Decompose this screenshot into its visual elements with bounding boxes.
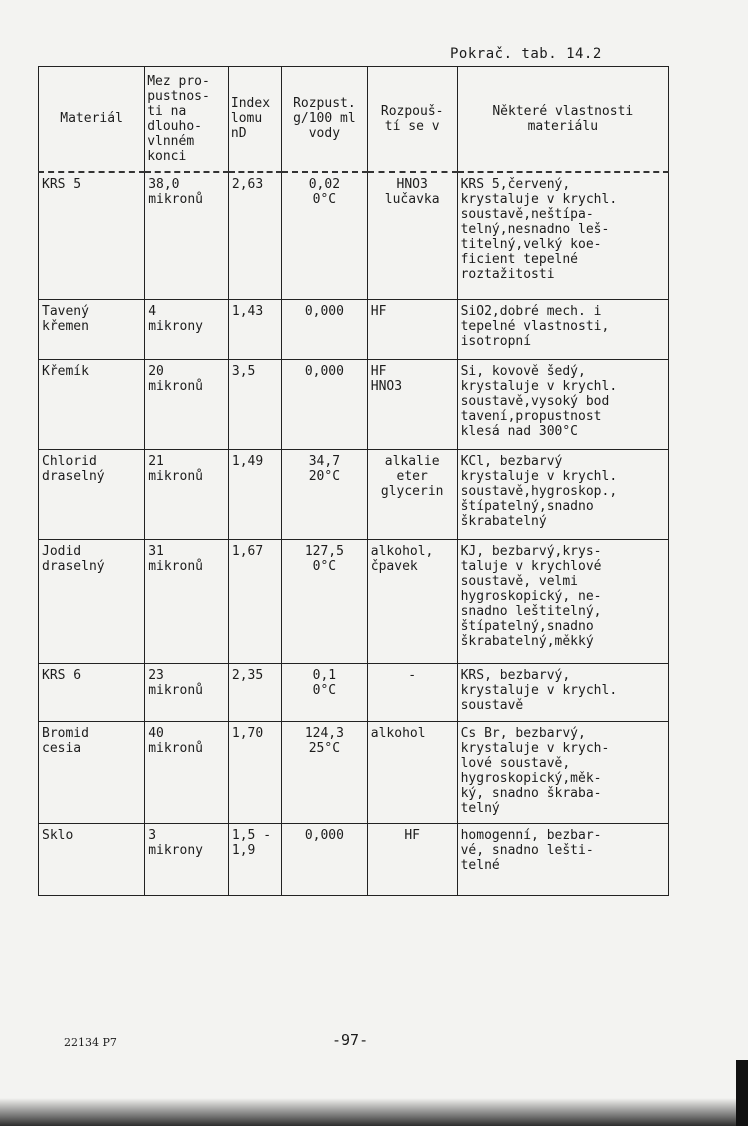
cell-solvents: - xyxy=(367,664,457,722)
cell-solubility: 34,7 20°C xyxy=(282,450,368,540)
cell-solubility: 124,3 25°C xyxy=(282,722,368,824)
cell-properties: KRS, bezbarvý, krystaluje v krychl. soustavě xyxy=(457,664,668,722)
cell-index: 2,63 xyxy=(228,172,281,300)
cell-limit: 3 mikrony xyxy=(145,824,229,896)
cell-solvents: HNO3 lučavka xyxy=(367,172,457,300)
cell-limit: 21 mikronů xyxy=(145,450,229,540)
cell-index: 2,35 xyxy=(228,664,281,722)
cell-solvents: alkalie eter glycerin xyxy=(367,450,457,540)
cell-limit: 40 mikronů xyxy=(145,722,229,824)
page-header: Pokrač. tab. 14.2 xyxy=(450,46,602,62)
cell-properties: Si, kovově šedý, krystaluje v krychl. soustavě,vysoký bod tavení,propustnost klesá nad 300°C xyxy=(457,360,668,450)
document-code: 22134 P7 xyxy=(64,1036,117,1049)
table-row xyxy=(39,722,669,824)
cell-solubility: 0,000 xyxy=(282,824,368,896)
header-properties: Některé vlastnosti materiálu xyxy=(457,67,668,172)
cell-index: 1,5 - 1,9 xyxy=(228,824,281,896)
scan-corner-shadow xyxy=(736,1060,748,1126)
cell-properties: KJ, bezbarvý,krys- taluje v krychlové soustavě, velmi hygroskopický, ne- snadno leštitelný, štípatelný,snadno škrabatelný,měkký xyxy=(457,540,668,664)
cell-limit: 20 mikronů xyxy=(145,360,229,450)
table-row xyxy=(39,172,669,300)
cell-index: 1,70 xyxy=(228,722,281,824)
cell-solubility: 0,000 xyxy=(282,300,368,360)
cell-properties: KRS 5,červený, krystaluje v krychl. soustavě,neštípa- telný,nesnadno leš- titelný,velký koe- ficient tepelné roztažitosti xyxy=(457,172,668,300)
cell-limit: 4 mikrony xyxy=(145,300,229,360)
cell-properties: KCl, bezbarvý krystaluje v krychl. soustavě,hygroskop., štípatelný,snadno škrabatelný xyxy=(457,450,668,540)
cell-material: Křemík xyxy=(39,360,145,450)
page-number: -97- xyxy=(332,1031,369,1049)
table-row xyxy=(39,450,669,540)
header-material: Materiál xyxy=(39,67,145,172)
cell-solvents: alkohol xyxy=(367,722,457,824)
cell-solubility: 0,02 0°C xyxy=(282,172,368,300)
cell-index: 1,43 xyxy=(228,300,281,360)
cell-properties: Cs Br, bezbarvý, krystaluje v krych- lové soustavě, hygroskopický,měk- ký, snadno škraba- telný xyxy=(457,722,668,824)
cell-limit: 31 mikronů xyxy=(145,540,229,664)
header-solvents: Rozpouš- tí se v xyxy=(367,67,457,172)
header-refractive-index: Index lomu nD xyxy=(228,67,281,172)
header-transmission-limit: Mez pro- pustnos- ti na dlouho- vlnném konci xyxy=(145,67,229,172)
cell-material: Chlorid draselný xyxy=(39,450,145,540)
cell-solubility: 0,1 0°C xyxy=(282,664,368,722)
cell-index: 1,49 xyxy=(228,450,281,540)
table-row xyxy=(39,540,669,664)
cell-limit: 38,0 mikronů xyxy=(145,172,229,300)
cell-properties: homogenní, bezbar- vé, snadno lešti- telné xyxy=(457,824,668,896)
cell-index: 3,5 xyxy=(228,360,281,450)
table-header-row xyxy=(39,67,669,172)
table-row xyxy=(39,360,669,450)
cell-solvents: HF xyxy=(367,300,457,360)
cell-limit: 23 mikronů xyxy=(145,664,229,722)
cell-material: Bromid cesia xyxy=(39,722,145,824)
materials-table xyxy=(38,66,669,896)
cell-solubility: 127,5 0°C xyxy=(282,540,368,664)
cell-properties: SiO2,dobré mech. i tepelné vlastnosti, isotropní xyxy=(457,300,668,360)
cell-material: Jodid draselný xyxy=(39,540,145,664)
cell-material: Tavený křemen xyxy=(39,300,145,360)
cell-solubility: 0,000 xyxy=(282,360,368,450)
cell-solvents: alkohol, čpavek xyxy=(367,540,457,664)
table-row xyxy=(39,664,669,722)
table-row xyxy=(39,300,669,360)
cell-solvents: HF HNO3 xyxy=(367,360,457,450)
table-row xyxy=(39,824,669,896)
header-solubility: Rozpust. g/100 ml vody xyxy=(282,67,368,172)
cell-material: KRS 6 xyxy=(39,664,145,722)
scan-edge-shadow xyxy=(0,1098,748,1126)
cell-material: Sklo xyxy=(39,824,145,896)
cell-material: KRS 5 xyxy=(39,172,145,300)
cell-index: 1,67 xyxy=(228,540,281,664)
cell-solvents: HF xyxy=(367,824,457,896)
